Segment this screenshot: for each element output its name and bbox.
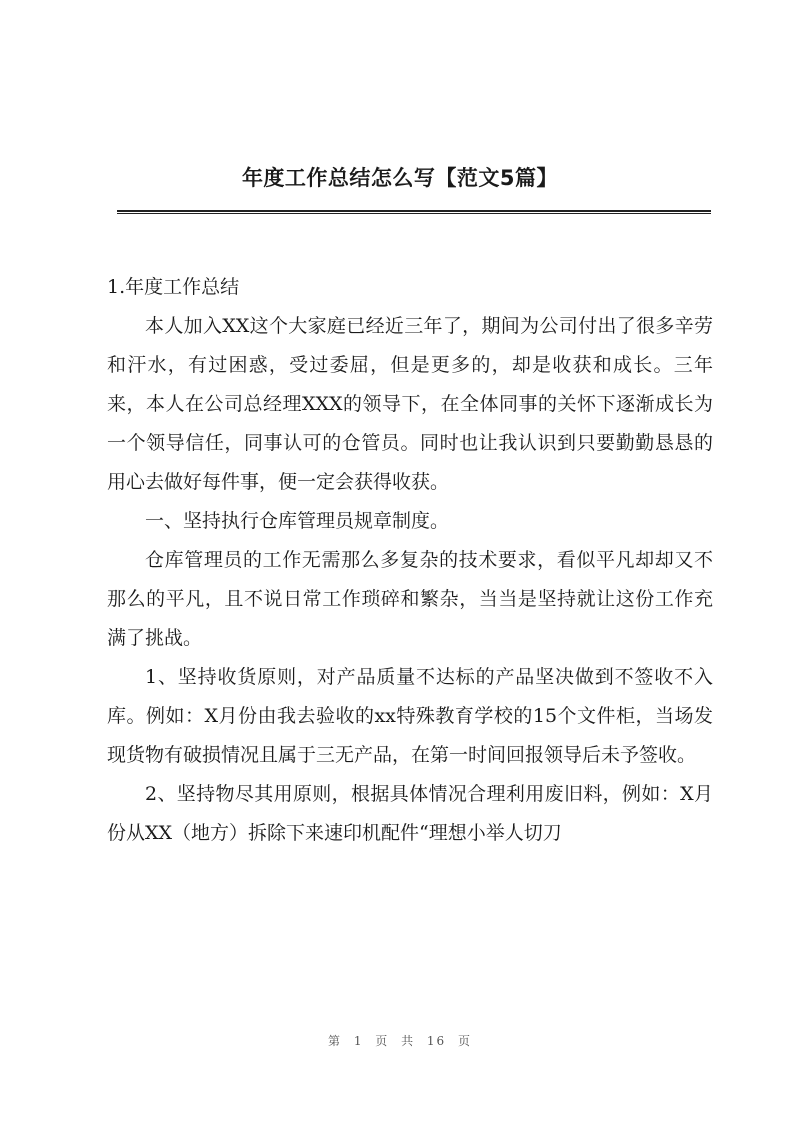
section-heading: 1.年度工作总结 bbox=[107, 276, 240, 298]
paragraph-point-one-heading: 一、坚持执行仓库管理员规章制度。 bbox=[145, 510, 450, 532]
page-number-footer: 第 1 页 共 16 页 bbox=[328, 1034, 472, 1048]
paragraph-warehouse-role: 仓库管理员的工作无需那么多复杂的技术要求，看似平凡却却又不那么的平凡，且不说日常工作琐碎和繁杂，当当是坚持就让这份工作充满了挑战。 bbox=[107, 549, 713, 649]
page-title: 年度工作总结怎么写【范文5篇】 bbox=[241, 166, 559, 190]
document-body bbox=[107, 268, 713, 853]
paragraph-intro: 本人加入XX这个大家庭已经近三年了，期间为公司付出了很多辛劳和汗水，有过困惑，受过委屈，但是更多的，却是收获和成长。三年来，本人在公司总经理XXX的领导下，在全体同事的关怀下逐渐成长为一个领导信任，同事认可的仓管员。同时也让我认识到只要勤勤恳恳的用心去做好每件事，便一定会获得收获。 bbox=[107, 315, 713, 493]
title-divider bbox=[117, 210, 711, 214]
paragraph-receiving-principle: 1、坚持收货原则，对产品质量不达标的产品坚决做到不签收不入库。例如：X月份由我去验收的xx特殊教育学校的15个文件柜，当场发现货物有破损情况且属于三无产品，在第一时间回报领导后未予签收。 bbox=[107, 666, 713, 766]
paragraph-reuse-principle: 2、坚持物尽其用原则，根据具体情况合理利用废旧料，例如：X月份从XX（地方）拆除下来速印机配件“理想小举人切刀 bbox=[107, 783, 713, 844]
